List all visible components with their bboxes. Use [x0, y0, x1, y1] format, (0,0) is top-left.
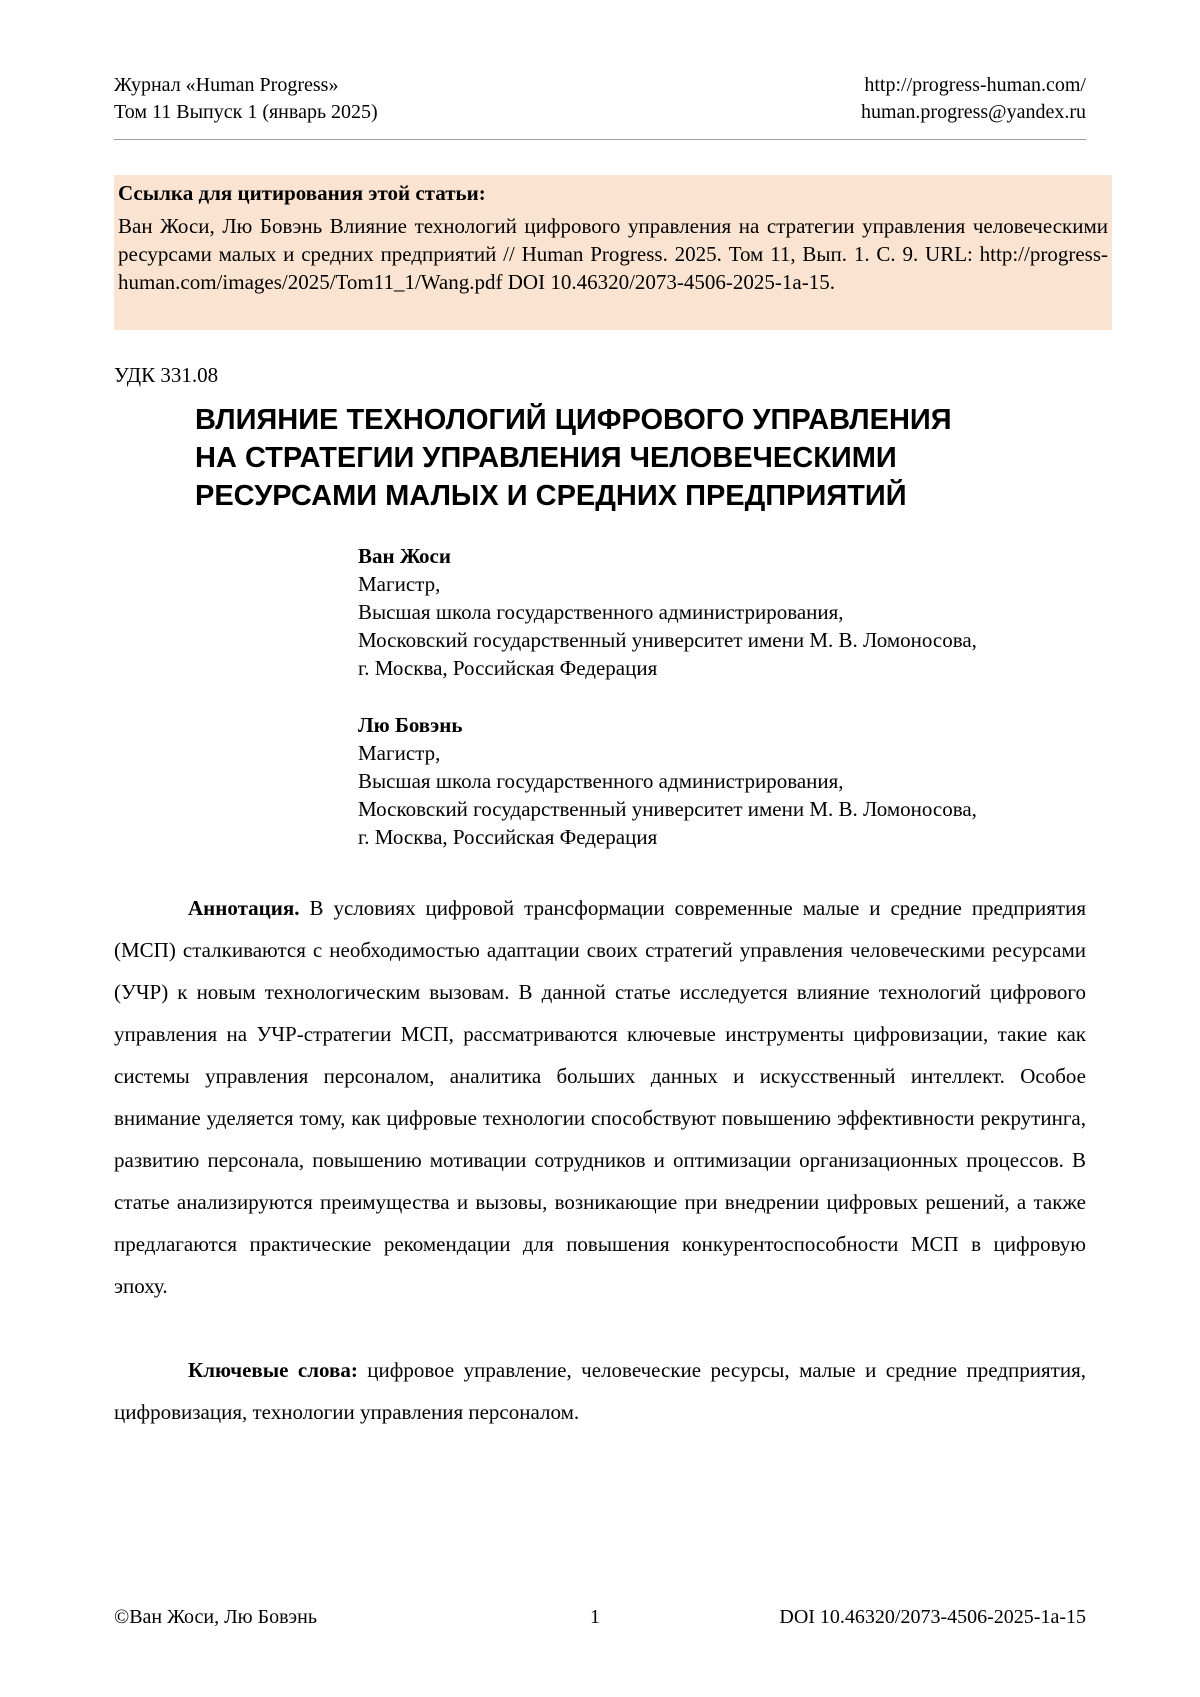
author-school: Высшая школа государственного администрирования,: [358, 600, 844, 624]
author-city: г. Москва, Российская Федерация: [358, 825, 658, 849]
header-divider: [114, 139, 1086, 140]
abstract-paragraph: [114, 887, 1086, 1307]
title-line: ВЛИЯНИЕ ТЕХНОЛОГИЙ ЦИФРОВОГО УПРАВЛЕНИЯ: [195, 404, 952, 436]
udk-code: УДК 331.08: [114, 363, 219, 387]
title-line: РЕСУРСАМИ МАЛЫХ И СРЕДНИХ ПРЕДПРИЯТИЙ: [195, 480, 907, 512]
author-city: г. Москва, Российская Федерация: [358, 656, 658, 680]
journal-header-left: [114, 72, 378, 126]
citation-text: Ван Жоси, Лю Бовэнь Влияние технологий цифрового управления на стратегии управления человеческими ресурсами малых и средних предприятий // Human Progress. 2025. Том 11, Вып. 1. С. 9. URL: http://progress-human.com/images/2025/Tom11_1/Wang.pdf DOI 10.46320/2073-4506-2025-1a-15.: [118, 214, 1108, 294]
journal-issue: Том 11 Выпуск 1 (январь 2025): [114, 101, 378, 123]
author-degree: Магистр,: [358, 572, 441, 596]
author-school: Высшая школа государственного администрирования,: [358, 769, 844, 793]
author-degree: Магистр,: [358, 741, 441, 765]
keywords-paragraph: [114, 1349, 1086, 1433]
page-number: 1: [590, 1606, 600, 1628]
author-block: [358, 711, 977, 851]
title-line: НА СТРАТЕГИИ УПРАВЛЕНИЯ ЧЕЛОВЕЧЕСКИМИ: [195, 442, 897, 474]
journal-name: Журнал «Human Progress»: [114, 74, 339, 96]
keywords-text: цифровое управление, человеческие ресурсы, малые и средние предприятия, цифровизация, технологии управления персоналом.: [114, 1358, 1086, 1424]
abstract-text: В условиях цифровой трансформации современные малые и средние предприятия (МСП) сталкиваются с необходимостью адаптации своих стратегий управления человеческими ресурсами (УЧР) к новым технологическим вызовам. В данной статье исследуется влияние технологий цифрового управления на УЧР-стратегии МСП, рассматриваются ключевые инструменты цифровизации, такие как системы управления персоналом, аналитика больших данных и искусственный интеллект. Особое внимание уделяется тому, как цифровые технологии способствуют повышению эффективности рекрутинга, развитию персонала, повышению мотивации сотрудников и оптимизации организационных процессов. В статье анализируются преимущества и вызовы, возникающие при внедрении цифровых решений, а также предлагаются практические рекомендации для повышения конкурентоспособности МСП в цифровую эпоху.: [114, 896, 1086, 1298]
keywords-label: Ключевые слова:: [188, 1358, 358, 1382]
journal-url[interactable]: http://progress-human.com/: [864, 74, 1086, 96]
journal-email[interactable]: human.progress@yandex.ru: [860, 101, 1086, 123]
citation-box: [114, 175, 1112, 330]
journal-header-right: [861, 72, 1086, 126]
citation-title: Ссылка для цитирования этой статьи:: [118, 181, 486, 205]
author-university: Московский государственный университет имени М. В. Ломоносова,: [358, 797, 977, 821]
article-title: [195, 401, 1095, 515]
abstract-label: Аннотация.: [188, 896, 300, 920]
author-name: Лю Бовэнь: [358, 713, 463, 737]
author-university: Московский государственный университет имени М. В. Ломоносова,: [358, 628, 977, 652]
author-block: [358, 542, 977, 682]
author-name: Ван Жоси: [358, 544, 451, 568]
footer-doi: DOI 10.46320/2073-4506-2025-1a-15: [779, 1606, 1086, 1628]
footer-copyright: ©Ван Жоси, Лю Бовэнь: [114, 1606, 317, 1628]
